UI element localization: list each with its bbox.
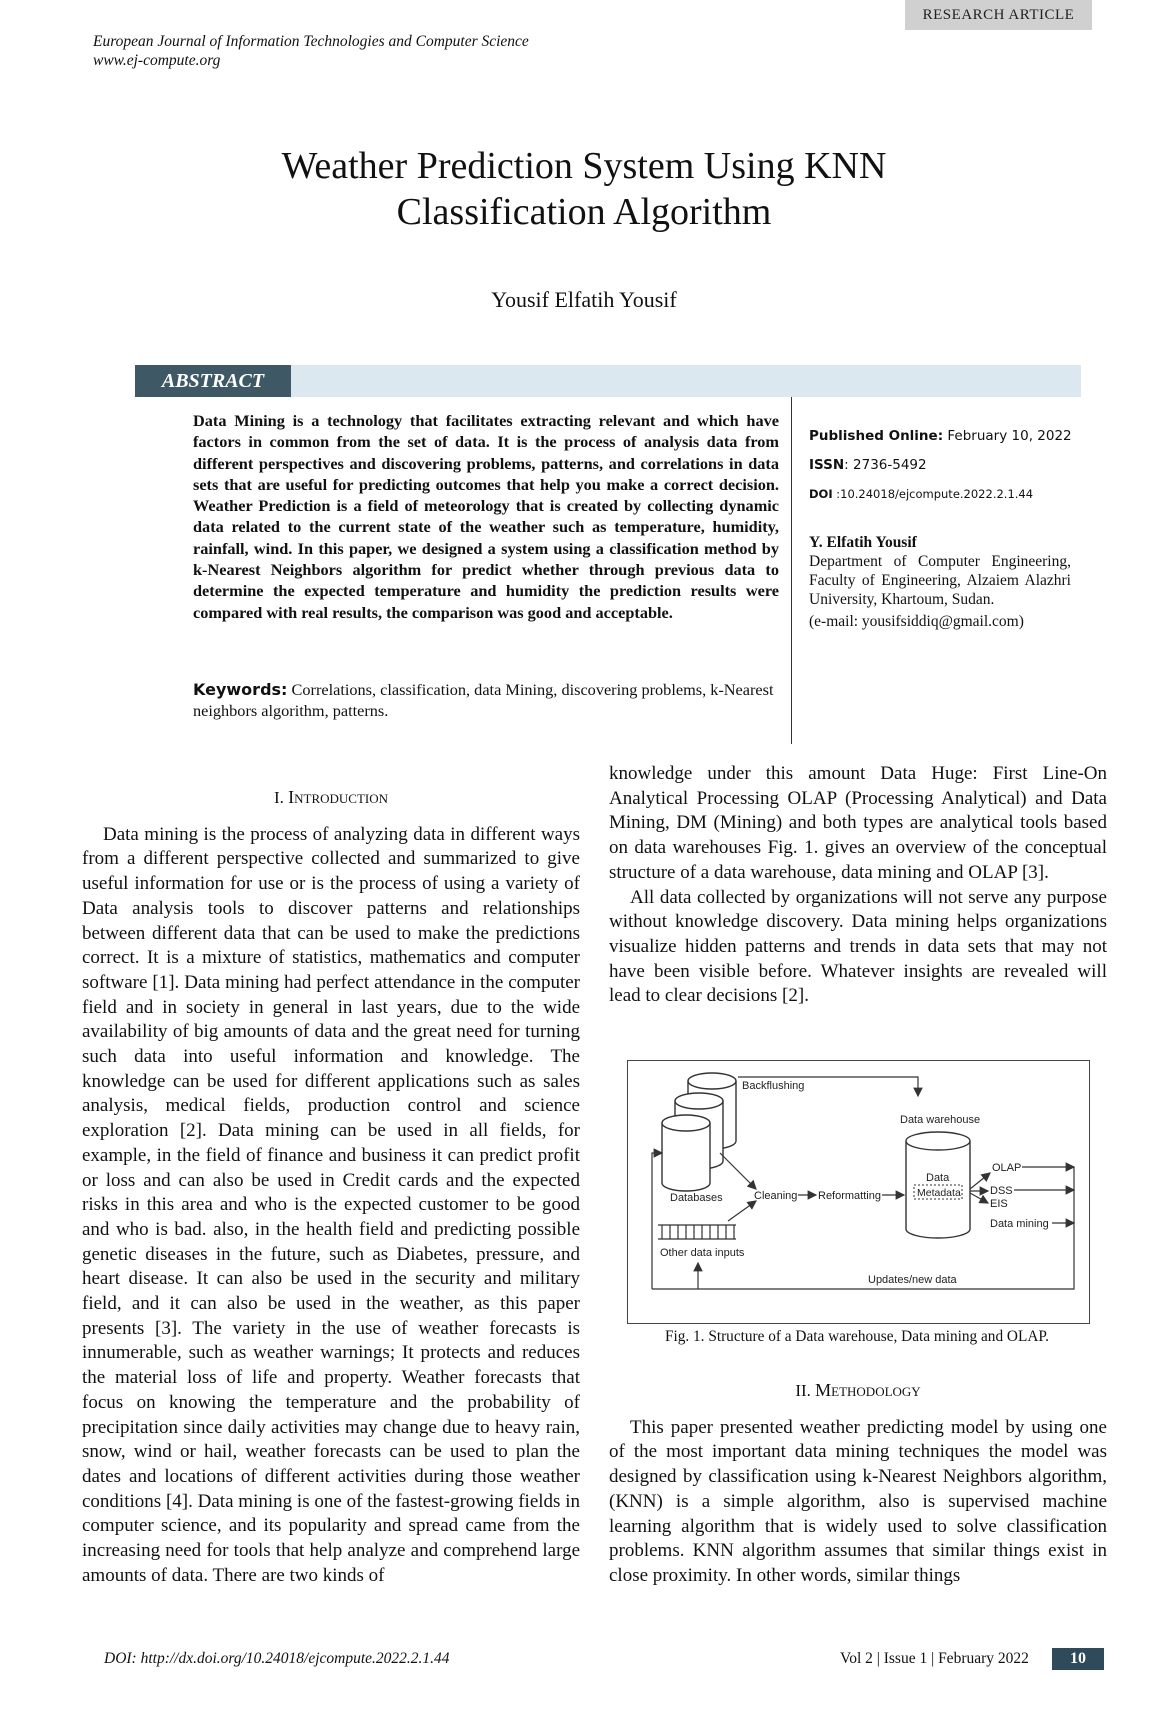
footer-doi[interactable]: DOI: http://dx.doi.org/10.24018/ejcompute.2022.2.1.44: [104, 1650, 450, 1667]
published-label: Published Online:: [809, 428, 944, 444]
section-heading-methodology: [609, 1378, 1107, 1404]
section-title: Methodology: [815, 1380, 921, 1400]
journal-header: [93, 32, 529, 70]
title-line-2: Classification Algorithm: [396, 191, 772, 233]
author-name: Yousif Elfatih Yousif: [491, 287, 677, 312]
doi-value[interactable]: :10.24018/ejcompute.2022.2.1.44: [836, 487, 1034, 501]
page-number: 10: [1052, 1648, 1104, 1670]
label-metadata: Metadata: [917, 1187, 961, 1199]
author-affiliation: [809, 533, 1071, 631]
doi-label: DOI: [809, 487, 833, 501]
right-column-bottom: [609, 1378, 1107, 1589]
figure-1: [627, 1060, 1090, 1324]
intro-paragraph-continued: knowledge under this amount Data Huge: First Line-On Analytical Processing OLAP (Processing Analytical) and Data Mining, DM (Mining) and both types are analytical tools based on data warehouses Fig. 1. gives an overview of the conceptual structure of a data warehouse, data mining and OLAP [3].: [609, 763, 1107, 883]
figure-caption: Fig. 1. Structure of a Data warehouse, Data mining and OLAP.: [664, 1328, 1050, 1345]
footer-volume: Vol 2 | Issue 1 | February 2022: [840, 1650, 1029, 1667]
keywords-label: Keywords:: [193, 680, 288, 699]
title-line-1: Weather Prediction System Using KNN: [281, 145, 887, 187]
database-cylinder-icon: [662, 1073, 736, 1191]
section-number: II.: [795, 1381, 811, 1400]
author-email[interactable]: (e-mail: yousifsiddiq@gmail.com): [809, 613, 1024, 630]
intro-paragraph-3: All data collected by organizations will not serve any purpose without knowledge discovery. Data mining helps organizations visualize hidden patterns and trends in data sets that may not have been visible before. Whatever insights are revealed will lead to clear decisions [2].: [609, 886, 1107, 1007]
label-warehouse: Data warehouse: [900, 1114, 981, 1126]
abstract-divider: [791, 397, 792, 744]
abstract-text: Data Mining is a technology that facilitates extracting relevant and which have factors in common from the set of data. It is the process of analysis data from different perspectives and discovering problems, patterns, and correlations in data sets that are useful for predicting outcomes that help you make a correct decision. Weather Prediction is a field of meteorology that is created by collecting dynamic data related to the current state of the weather such as temperature, humidity, rainfall, wind. In this paper, we designed a system using a classification method by k-Nearest Neighbors algorithm for predict whether through previous data to determine the expected temperature and humidity the prediction results were compared with real results, the comparison was good and acceptable.: [193, 411, 779, 622]
issn-label: ISSN: [809, 457, 845, 473]
published-value: February 10, 2022: [947, 428, 1072, 444]
side-author-name: Y. Elfatih Yousif: [809, 534, 917, 551]
data-warehouse-diagram: [628, 1061, 1089, 1323]
label-cleaning: Cleaning: [754, 1190, 798, 1202]
left-column: [82, 785, 580, 1589]
label-databases: Databases: [670, 1192, 723, 1204]
label-dss: DSS: [990, 1185, 1013, 1197]
issn: [809, 457, 1089, 473]
label-olap: OLAP: [992, 1162, 1022, 1174]
affiliation: Department of Computer Engineering, Faculty of Engineering, Alzaiem Alazhri University, Khartoum, Sudan.: [809, 553, 1071, 608]
section-number: I.: [273, 788, 284, 807]
article-type-badge: RESEARCH ARTICLE: [905, 0, 1092, 30]
intro-paragraph-1: Data mining is the process of analyzing data in different ways from a different perspective collected and summarized to give useful information for use or is the process of using a variety of Data analysis tools to discover patterns and relationships between different data that can be used to make the predictions correct. It is a mixture of statistics, mathematics and computer software [1]. Data mining had perfect attendance in the computer field and in society in general in last years, due to the wide availability of big amounts of data and the great need for turning such data into useful information and knowledge. The knowledge can be used for different applications such as sales analysis, medical fields, production control and science exploration [2]. Data mining can be used in all fields, for example, in the field of finance and business it can predict profit or loss and can also be used in Credit cards and the expected risks in this area and who is the expected customer to be good and who is bad. also, in the health field and predicting possible genetic diseases in the future, such as Diabetes, pressure, and heart disease. It can also be used in the security and military field, and it can also be used in the weather, as this paper presents [3]. The variety in the use of weather forecasts is innumerable, such as weather warnings; It protects and reduces the material loss of life and property. Weather forecasts that focus on knowing the temperature and the probability of precipitation since daily activities may change due to heavy rain, snow, wind or hail, weather forecasts can be used to plan the dates and locations of different activities during those weather conditions [4]. Data mining is one of the fastest-growing fields in computer science, and its popularity and spread came from the increasing need for tools that help analyze and comprehend large amounts of data. There are two kinds of: [82, 823, 580, 1586]
label-data: Data: [926, 1172, 950, 1184]
published-online: [809, 428, 1089, 444]
label-backflushing: Backflushing: [742, 1080, 805, 1092]
abstract-label: ABSTRACT: [135, 365, 291, 397]
label-reformatting: Reformatting: [818, 1190, 881, 1202]
other-data-inputs-icon: [658, 1225, 736, 1239]
keywords-list: Correlations, classification, data Mining, discovering problems, k-Nearest neighbors algorithm, patterns.: [193, 680, 774, 721]
right-column-top: [609, 762, 1107, 1009]
journal-url[interactable]: www.ej-compute.org: [93, 52, 221, 69]
keywords: [193, 679, 779, 722]
paper-title: [0, 143, 1168, 235]
label-updates: Updates/new data: [868, 1274, 957, 1286]
label-data-mining: Data mining: [990, 1218, 1049, 1230]
label-other-inputs: Other data inputs: [660, 1247, 745, 1259]
journal-name: European Journal of Information Technologies and Computer Science: [93, 33, 529, 50]
section-title: Introduction: [288, 787, 389, 807]
doi-info: [809, 487, 1089, 501]
section-heading-introduction: [82, 785, 580, 811]
methodology-paragraph-1: This paper presented weather predicting model by using one of the most important data mining techniques the model was designed by classification using k-Nearest Neighbors algorithm, (KNN) is a simple algorithm, also is supervised machine learning algorithm that is widely used to solve classification problems. KNN algorithm assumes that similar things exist in close proximity. In other words, similar things: [609, 1416, 1107, 1586]
issn-value: : 2736-5492: [844, 457, 927, 473]
label-eis: EIS: [990, 1198, 1008, 1210]
